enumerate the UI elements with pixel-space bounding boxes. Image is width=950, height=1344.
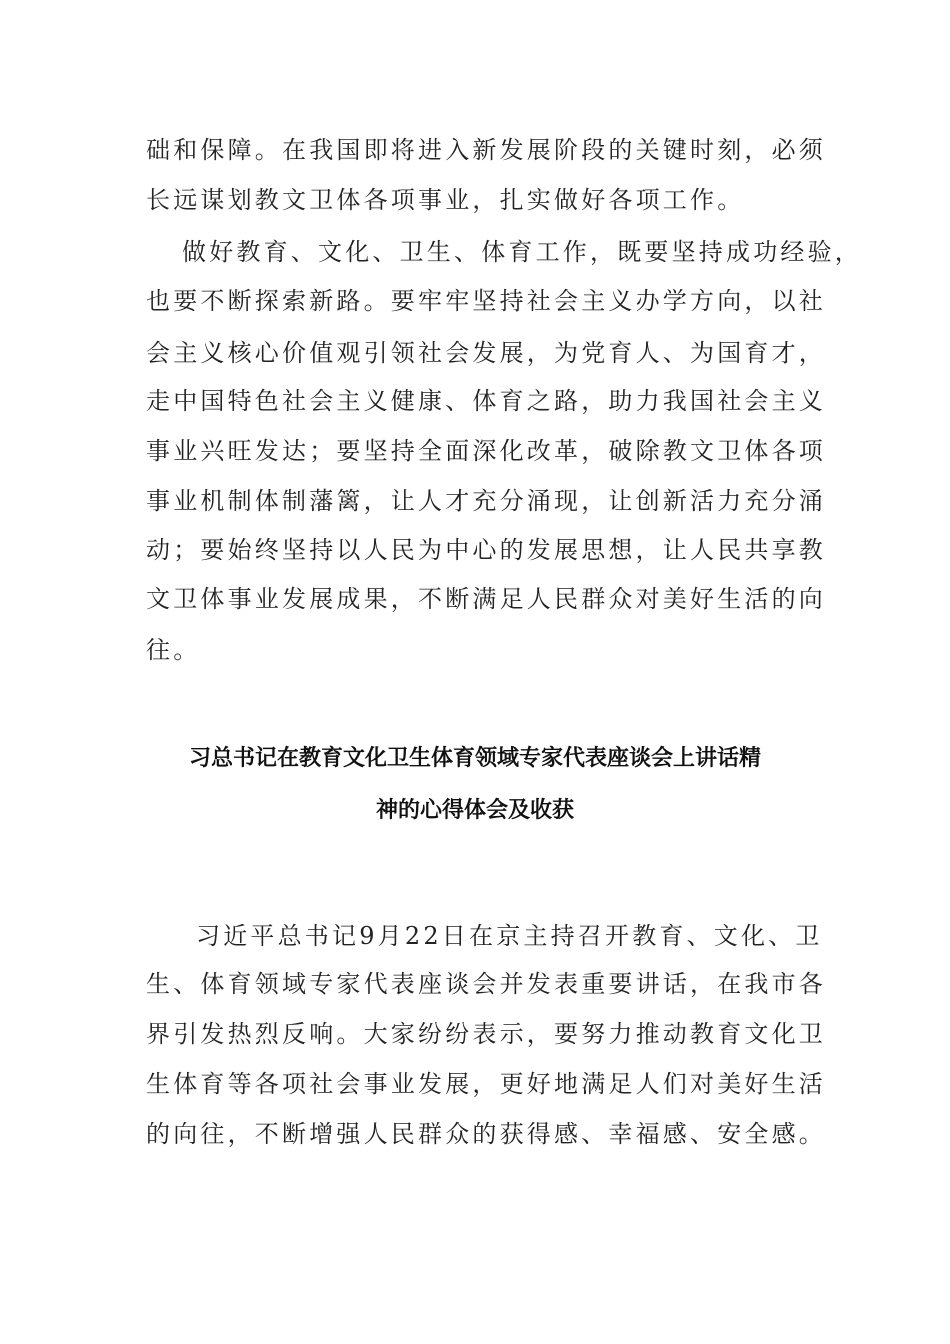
text-line: 的向往，不断增强人民群众的获得感、幸福感、安全感。: [146, 1120, 826, 1148]
text-line: 界引发热烈反响。大家纷纷表示，要努力推动教育文化卫: [146, 1020, 826, 1048]
text-line: 文卫体事业发展成果，不断满足人民群众对美好生活的向: [146, 585, 826, 613]
text-line: 往。: [146, 636, 201, 664]
text-line: 会主义核心价值观引领社会发展，为党育人、为国育才，: [146, 339, 826, 367]
text-line: 做好教育、文化、卫生、体育工作，既要坚持成功经验，: [182, 238, 862, 266]
text-line: 生体育等各项社会事业发展，更好地满足人们对美好生活: [146, 1070, 826, 1098]
text-line: 长远谋划教文卫体各项事业，扎实做好各项工作。: [146, 186, 745, 214]
text-line: 走中国特色社会主义健康、体育之路，助力我国社会主义: [146, 387, 826, 415]
text-line: 事业机制体制藩篱，让人才充分涌现，让创新活力充分涌: [146, 487, 826, 515]
text-line: 也要不断探索新路。要牢牢坚持社会主义办学方向，以社: [146, 287, 826, 315]
text-line: 础和保障。在我国即将进入新发展阶段的关键时刻，必须: [146, 136, 826, 164]
title-line: 神的心得体会及收获: [375, 798, 574, 823]
title-line: 习总书记在教育文化卫生体育领域专家代表座谈会上讲话精: [188, 746, 761, 771]
text-line: 动；要始终坚持以人民为中心的发展思想，让人民共享教: [146, 536, 826, 564]
text-line: 习近平总书记9月22日在京主持召开教育、文化、卫: [196, 922, 823, 950]
text-line: 生、体育领域专家代表座谈会并发表重要讲话，在我市各: [146, 970, 826, 998]
text-line: 事业兴旺发达；要坚持全面深化改革，破除教文卫体各项: [146, 437, 826, 465]
